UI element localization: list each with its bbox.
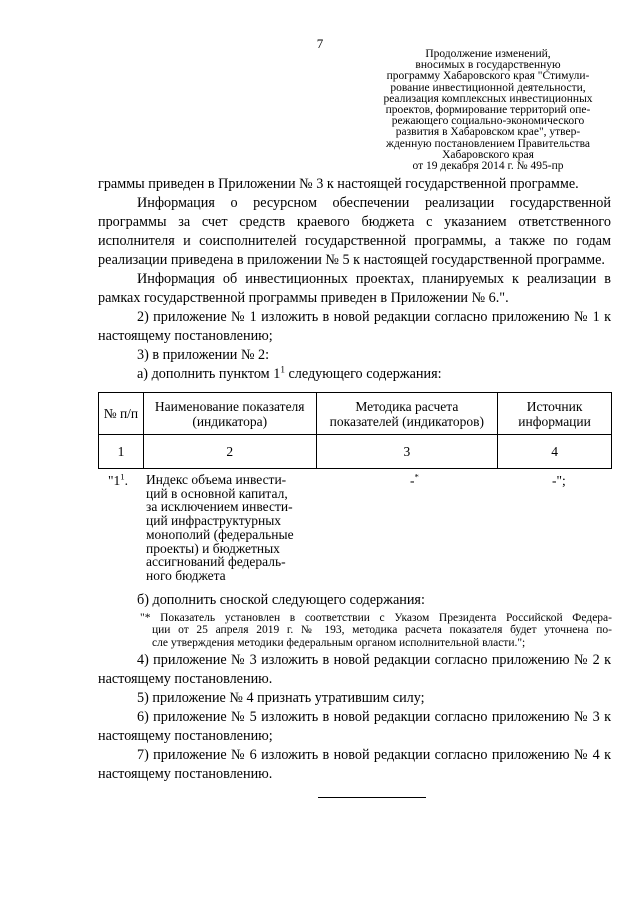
point-a-sup: 1 <box>280 364 285 375</box>
paragraph: граммы приведен в Приложении № 3 к настоящей государственной программе. <box>98 176 579 192</box>
entry-name-line: ного бюджета <box>146 567 226 583</box>
footnote-line: ции от 25 апреля 2019 г. № 193, методика расчета показателя будет уточнена по- <box>152 624 612 637</box>
entry-name-line: ций инфраструктурных <box>146 513 282 529</box>
indicators-table <box>98 392 612 469</box>
entry-name-line: Индекс объема инвести- <box>146 472 287 487</box>
header-cell: № п/п <box>99 393 144 435</box>
point-a <box>98 365 611 384</box>
entry-number-sup: 1 <box>120 471 125 482</box>
paragraph: Информация об инвестиционных проектах, планируемых к реализации в рамках государственной программы приведен в Приложении № 6.". <box>98 271 611 306</box>
end-rule <box>318 797 426 798</box>
footnote <box>140 612 612 649</box>
header-line: вносимых в государственную <box>415 59 561 72</box>
header-line: рование инвестиционной деятельности, <box>390 81 586 94</box>
entry-number-suffix: . <box>124 473 129 488</box>
point-b: б) дополнить сноской следующего содержания: <box>137 592 425 608</box>
header-cell: Методика расчета показателей (индикаторов) <box>316 393 498 435</box>
paragraph: 7) приложение № 6 изложить в новой редакции согласно приложению № 4 к настоящему постановлению. <box>98 747 611 782</box>
entry-name-line: за исключением инвести- <box>146 499 293 515</box>
footnote-line: "* Показатель установлен в соответствии с Указом Президента Российской Федера- <box>140 612 612 624</box>
header-line: Продолжение изменений, <box>425 48 551 60</box>
page-number: 7 <box>316 36 324 51</box>
entry-method-text: - <box>410 473 415 488</box>
body-text-top <box>98 175 611 384</box>
entry-number-prefix: "1 <box>108 473 121 488</box>
entry-source: -"; <box>552 473 566 488</box>
entry-name-line: ассигнований федераль- <box>146 554 286 570</box>
entry-number <box>108 473 128 489</box>
header-cell: Наименование показателя (индикатора) <box>143 393 316 435</box>
point-a-text-end: следующего содержания: <box>284 366 442 382</box>
header-line: проектов, формирование территорий опе- <box>385 104 591 117</box>
point-a-text: а) дополнить пунктом 1 <box>137 366 281 382</box>
header-line: Хабаровского края <box>442 148 534 161</box>
column-number-cell: 1 <box>99 435 144 469</box>
paragraph: 5) приложение № 4 признать утратившим силу; <box>137 690 425 706</box>
entry-method-sup: * <box>414 471 419 482</box>
entry-indicator-name <box>146 473 314 583</box>
entry-method <box>410 473 419 489</box>
paragraph: 3) в приложении № 2: <box>137 347 270 363</box>
paragraph: 2) приложение № 1 изложить в новой редакции согласно приложению № 1 к настоящему постановлению; <box>98 309 611 344</box>
header-cell: Источник информации <box>498 393 612 435</box>
header-line: реализация комплексных инвестиционных <box>383 92 593 105</box>
paragraph: 4) приложение № 3 изложить в новой редакции согласно приложению № 2 к настоящему постановлению. <box>98 652 611 687</box>
entry-name-line: проекты) и бюджетных <box>146 540 280 556</box>
entry-name-line: ций в основной капитал, <box>146 485 288 501</box>
header-line: от 19 декабря 2014 г. № 495-пр <box>412 160 564 173</box>
body-text-bottom <box>98 651 611 784</box>
footnote-line: сле утверждения методики федеральным органом исполнительной власти."; <box>152 636 526 649</box>
column-number-cell: 3 <box>316 435 498 469</box>
header-line: развития в Хабаровском крае", утвер- <box>395 126 581 139</box>
header-line: жденную постановлением Правительства <box>386 137 590 150</box>
point-b-block <box>98 591 611 610</box>
amendment-header-note <box>368 49 608 172</box>
header-line: программу Хабаровского края "Стимули- <box>386 70 590 83</box>
paragraph: 6) приложение № 5 изложить в новой редакции согласно приложению № 3 к настоящему постановлению; <box>98 709 611 744</box>
paragraph: Информация о ресурсном обеспечении реализации государственной программы за счет средств краевого бюджета с указанием ответственного исполнителя и соисполнителей государственной программы, а также по годам реализации приведена в приложении № 5 к настоящей государственной программе. <box>98 195 611 268</box>
header-line: режающего социально-экономического <box>391 115 585 128</box>
column-number-cell: 2 <box>143 435 316 469</box>
column-number-cell: 4 <box>498 435 612 469</box>
entry-name-line: монополий (федеральные <box>146 526 294 542</box>
